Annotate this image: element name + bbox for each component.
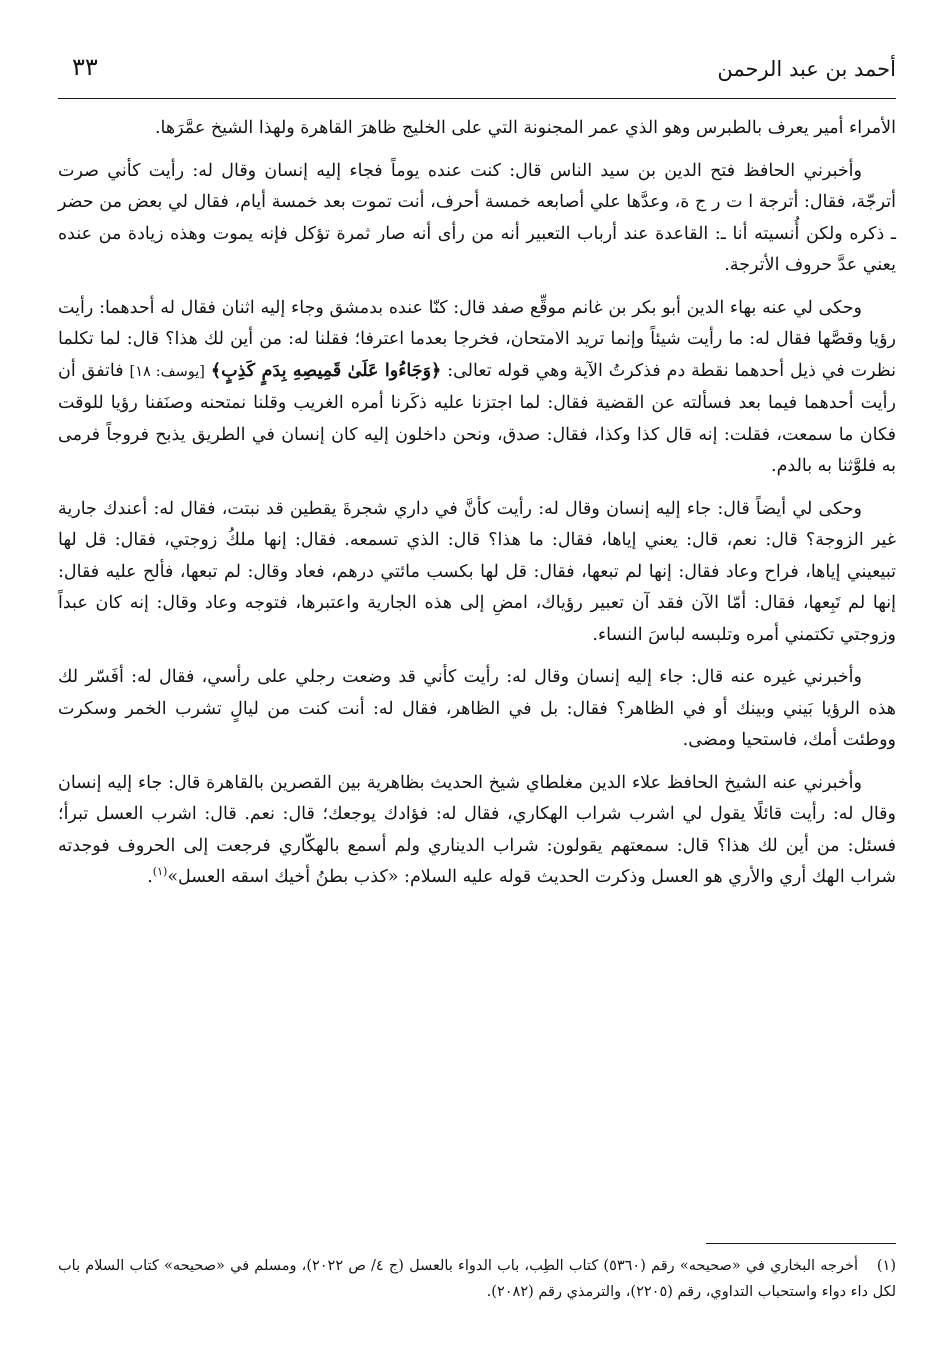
running-title: أحمد بن عبد الرحمن — [717, 57, 896, 81]
book-page — [58, 40, 896, 1340]
verse-reference: [يوسف: ١٨] — [129, 363, 205, 380]
paragraph-text: وأخبرني غيره عنه قال: جاء إليه إنسان وقال له: رأيت كأني قد وضعت رجلي على رأسي، فقال له: أفَسّر لك هذه الرؤيا بَيني وبينك أو في الظاهر؟ فقال: بل في الظاهر، فقال له: أنت كنت من ليالٍ تشرب الخمر وسكرت ووطئت أمك، فاستحيا ومضى. — [58, 667, 897, 750]
footnote-text: أخرجه البخاري في «صحيحه» رقم (٥٣٦٠) كتاب الطِب، باب الدواء بالعسل (ج ٤/ ص ٢٠٢٢)، ومسلم في «صحيحه» كتاب السلام باب لكل داء دواء واستحباب التداوي، رقم (٢٢٠٥)، والترمذي رقم (٢٠٨٢). — [58, 1258, 896, 1300]
paragraph-1 — [58, 113, 896, 145]
paragraph-3 — [58, 293, 896, 483]
page-header — [58, 40, 896, 99]
paragraph-5 — [58, 662, 896, 757]
paragraph-text: فاتفق أن رأيت أحدهما فيما بعد فسألته عن القضية فقال: لما اجتزنا عليه ذكَرنا أمره الغريب وقلنا نمتحنه وصنَفنا رؤيا للوقت فكان ما سمعت، فقلت: إنه قال كذا وكذا، فقال: صدق، ونحن داخلون إليه كان إنسان في الطريق يذبح فروجاً فرمى به فلوَّثنا به بالدم. — [58, 360, 896, 476]
body-text — [58, 113, 896, 894]
footnote-divider — [706, 1243, 896, 1244]
paragraph-text: وأخبرني عنه الشيخ الحافظ علاء الدين مغلطاي شيخ الحديث بظاهرية بين القصرين بالقاهرة قال: جاء إليه إنسان وقال له: رأيت قائلًا يقول لي اشرب شراب الهكاري، فقال له: فؤادك يوجعك؛ قال: نعم. قال: اشرب العسل تبرأ؛ فسئل: من أين لك هذا؟ قال: سمعتهم يقولون: شراب الديناري ولم أسمع بالهكّاري فرجعت إلى الحروف فوجدته شراب الهك أري والأري هو العسل وذكرت الحديث قوله عليه السلام: «كذب بطنُ أخيك اسقه العسل» — [58, 772, 896, 887]
paragraph-4 — [58, 494, 896, 652]
page-number: ٣٣ — [72, 53, 98, 81]
footnote-reference[interactable]: (١) — [152, 865, 168, 879]
paragraph-text: وحكى لي عنه بهاء الدين أبو بكر بن غانم موقِّع صفد قال: كنّا عنده بدمشق وجاء إليه اثنان فقال له أحدهما: رأيت رؤيا وقصَّها فقال له: ما رأيت شيئاً وإنما تريد الامتحان، فخرجا بعدما اعترفا؛ فقلنا له: من أين لك هذا؟ قال: لما تكلما نظرت في ذيل أحدهما نقطة دم فذكرتُ الآية وهي قوله تعالى: — [58, 297, 896, 381]
paragraph-2 — [58, 156, 896, 282]
paragraph-text: . — [147, 867, 153, 887]
footnotes — [58, 1253, 896, 1305]
quran-verse: ﴿وَجَاءُوا عَلَىٰ قَمِيصِهِ بِدَمٍ كَذِبٍ﴾ — [210, 360, 442, 381]
paragraph-6 — [58, 768, 896, 894]
paragraph-text: وأخبرني الحافظ فتح الدين بن سيد الناس قال: كنت عنده يوماً فجاء إليه إنسان وقال له: رأيت كأني صرت أترجّة، فقال: أترجة ا ت ر ج ة، وعدَّها علي أصابعه خمسة أحرف، أنت تموت بعد خمسة أيام، فقال لي بعض من حضر ـ ذكره ولكن أُنسيته أنا ـ: القاعدة عند أرباب التعبير أنه من رأى أنه صار ثمرة تؤكل فإنه يموت وهذه زيادة من عنده يعني عدَّ حروف الأترجة. — [58, 160, 896, 275]
paragraph-text: الأمراء أمير يعرف بالطبرس وهو الذي عمر المجنونة التي على الخليج ظاهرَ القاهرة ولهذا الشيخ عمَّرَها. — [154, 118, 896, 138]
paragraph-text: وحكى لي أيضاً قال: جاء إليه إنسان وقال له: رأيت كأنَّ في داري شجرةَ يقطين قد نبتت، فقال له: أعندك جارية غير الزوجة؟ قال: نعم، قال: يعني إياها، فقال: ما هذا؟ قال: الذي تسمعه. فقال: إنها ملكُ زوجتي، فقال: قل لها تبيعيني إياها، فراح وعاد فقال: إنها لم تبعها، فقال: قل لها بكسب مائتي درهم، فعاد وقال: لم تبعها، فألح عليه فقال: إنها لم تَبِعها، فقال: أمّا الآن فقد آن تعبير رؤياك، امضِ إلى هذه الجارية واعتبرها، فتوجه وعاد وقال: إنه كان عبداً وزوجتي تكتمني أمره وتلبسه لباسَ النساء. — [58, 498, 896, 645]
footnote — [58, 1253, 896, 1305]
footnote-number: (١) — [876, 1258, 896, 1274]
